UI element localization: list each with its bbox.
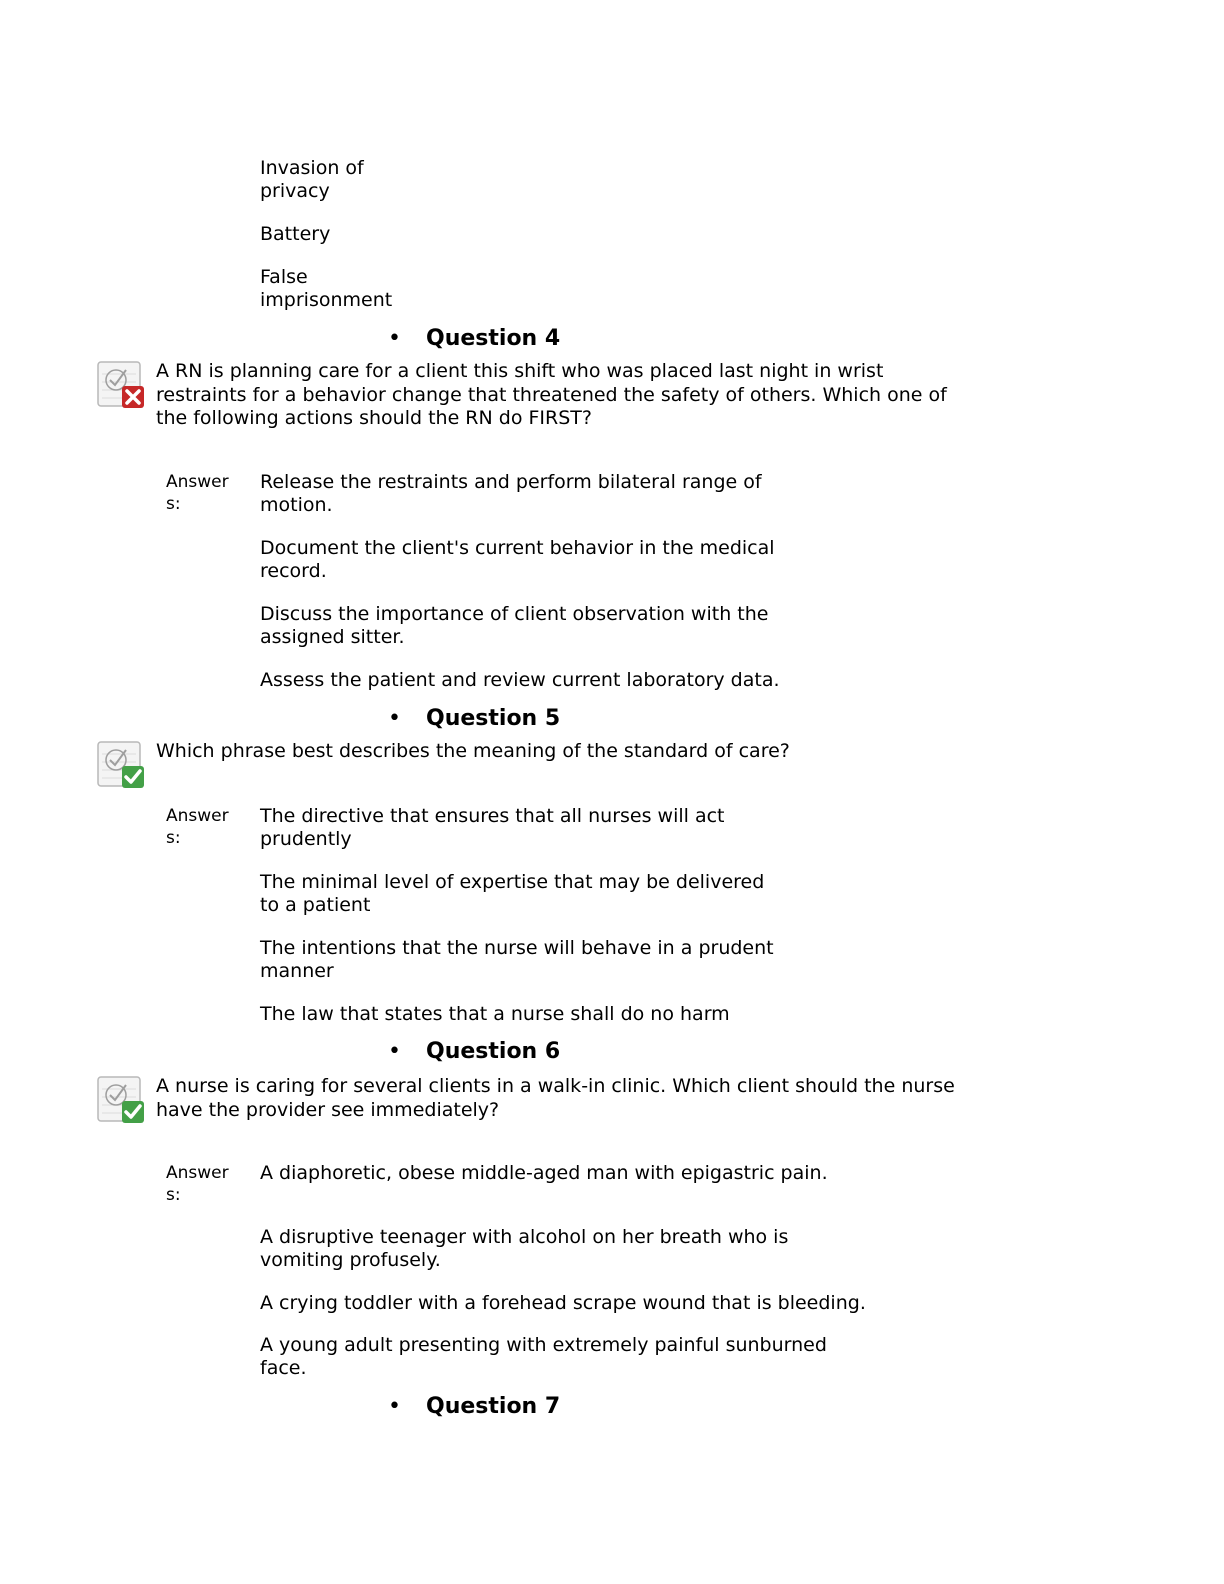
- answer-option: False imprisonment: [260, 266, 393, 311]
- answers-label: Answer s:: [166, 806, 229, 848]
- bullet-icon: •: [388, 1394, 401, 1419]
- answers-label: Answer s:: [166, 1163, 229, 1205]
- answer-option: The minimal level of expertise that may be delivered to a patient: [260, 871, 765, 916]
- answer-option: Discuss the importance of client observation with the assigned sitter.: [260, 603, 769, 648]
- answer-option: The law that states that a nurse shall do no harm: [260, 1003, 730, 1025]
- question-heading: [388, 325, 560, 353]
- correct-check-icon: [96, 1073, 148, 1125]
- question-text: A nurse is caring for several clients in a walk-in clinic. Which client should the nurse have the provider see immediately?: [156, 1075, 955, 1121]
- question-heading: [388, 1393, 560, 1421]
- question-title: Question 7: [426, 1394, 561, 1419]
- question-text: Which phrase best describes the meaning of the standard of care?: [156, 740, 790, 762]
- correct-check-icon: [96, 738, 148, 790]
- question-heading: [388, 705, 560, 733]
- answer-option: A diaphoretic, obese middle-aged man with epigastric pain.: [260, 1162, 828, 1184]
- answer-option: The intentions that the nurse will behave in a prudent manner: [260, 937, 774, 982]
- answer-option: Invasion of privacy: [260, 157, 364, 202]
- bullet-icon: •: [388, 706, 401, 731]
- question-title: Question 5: [426, 706, 561, 731]
- question-title: Question 4: [426, 326, 561, 351]
- question-title: Question 6: [426, 1039, 561, 1064]
- answer-option: Document the client's current behavior in the medical record.: [260, 537, 775, 582]
- answer-option: Release the restraints and perform bilateral range of motion.: [260, 471, 762, 516]
- answers-label: Answer s:: [166, 472, 229, 514]
- answer-option: The directive that ensures that all nurses will act prudently: [260, 805, 725, 850]
- incorrect-x-icon: [96, 358, 148, 410]
- answer-option: A young adult presenting with extremely painful sunburned face.: [260, 1334, 827, 1379]
- answer-option: A disruptive teenager with alcohol on her breath who is vomiting profusely.: [260, 1226, 789, 1271]
- question-heading: [388, 1038, 560, 1066]
- bullet-icon: •: [388, 326, 401, 351]
- answer-option: Assess the patient and review current laboratory data.: [260, 669, 780, 691]
- answer-option: A crying toddler with a forehead scrape wound that is bleeding.: [260, 1292, 866, 1314]
- question-text: A RN is planning care for a client this shift who was placed last night in wrist restraints for a behavior change that threatened the safety of others. Which one of the following actions should the RN do FIRST?: [156, 360, 947, 429]
- answer-option: Battery: [260, 223, 331, 245]
- bullet-icon: •: [388, 1039, 401, 1064]
